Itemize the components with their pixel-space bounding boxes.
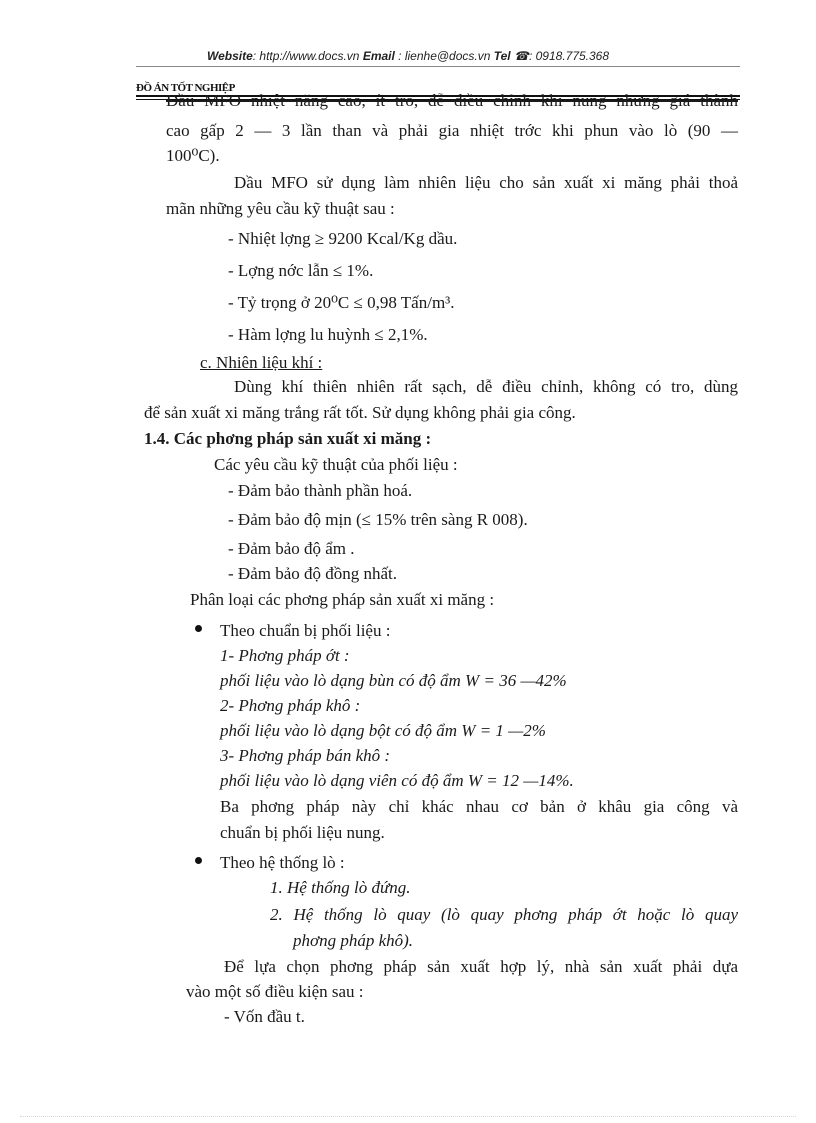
list-item: - Đảm bảo thành phần hoá. (228, 481, 413, 500)
paragraph-line: Để lựa chọn phơng pháp sản xuất hợp lý, nhà sản xuất phải dựa (224, 957, 738, 976)
paragraph-line: cao gấp 2 — 3 lần than và phải gia nhiệt trớc khi phun vào lò (90 — (166, 121, 738, 140)
document-title: ĐỒ ÁN TỐT NGHIỆP (136, 82, 235, 94)
list-item: - Đảm bảo độ đồng nhất. (228, 564, 398, 583)
bullet-title: Theo chuẩn bị phối liệu : (220, 621, 391, 640)
section-heading: 1.4. Các phơng pháp sản xuất xi măng : (144, 429, 432, 448)
list-item: - Vốn đầu t. (224, 1007, 305, 1026)
paragraph-line: vào một số điều kiện sau : (186, 982, 364, 1001)
tel-label: Tel (493, 49, 511, 63)
bullet-icon (195, 625, 202, 632)
paragraph-line: mãn những yêu cầu kỹ thuật sau : (166, 199, 395, 218)
paragraph-line: để sản xuất xi măng trắng rất tốt. Sử dụng không phải gia công. (144, 403, 576, 422)
kiln-type: 2. Hệ thống lò quay (lò quay phơng pháp ớt hoặc lò quay (270, 905, 738, 924)
paragraph-line: Dầu MFO nhiệt năng cao, ít tro, dễ điều chỉnh khi nung nhưng giá thành (166, 91, 738, 110)
bullet-icon (195, 857, 202, 864)
tel-value: : 0918.775.368 (528, 49, 610, 63)
paragraph-line: Phân loại các phơng pháp sản xuất xi măng : (190, 590, 495, 609)
paragraph-line: Ba phơng pháp này chỉ khác nhau cơ bản ở khâu gia công và (220, 797, 738, 816)
method-desc: phối liệu vào lò dạng bùn có độ ẩm W = 36 —42% (220, 671, 567, 690)
paragraph-line: 100⁰C). (166, 146, 220, 165)
list-item: - Đảm bảo độ mịn (≤ 15% trên sàng R 008). (228, 510, 528, 529)
requirement-item: - Lợng nớc lẫn ≤ 1%. (228, 261, 374, 280)
header-divider (136, 66, 740, 67)
bullet-title: Theo hệ thống lò : (220, 853, 345, 872)
list-item: - Đảm bảo độ ẩm . (228, 539, 355, 558)
kiln-type: 1. Hệ thống lò đứng. (270, 878, 411, 897)
requirement-item: - Hàm lợng lu huỳnh ≤ 2,1%. (228, 325, 428, 344)
method-desc: phối liệu vào lò dạng bột có độ ẩm W = 1 —2% (220, 721, 546, 740)
footer-divider (20, 1116, 796, 1117)
paragraph-line: Các yêu cầu kỹ thuật của phối liệu : (214, 455, 458, 474)
requirement-item: - Tỷ trọng ở 20⁰C ≤ 0,98 Tấn/m³. (228, 293, 455, 312)
subsection-title: c. Nhiên liệu khí : (200, 353, 323, 372)
method-title: 1- Phơng pháp ớt : (220, 646, 350, 665)
website-label: Website (206, 49, 253, 63)
email-label: Email (362, 49, 395, 63)
paragraph-line: Dùng khí thiên nhiên rất sạch, dễ điều chỉnh, không có tro, dùng (234, 377, 738, 396)
method-title: 3- Phơng pháp bán khô : (220, 746, 391, 765)
method-desc: phối liệu vào lò dạng viên có độ ẩm W = 12 —14%. (220, 771, 574, 790)
paragraph-line: Dầu MFO sử dụng làm nhiên liệu cho sản xuất xi măng phải thoả (234, 173, 738, 192)
page-header (0, 49, 816, 63)
paragraph-line: chuẩn bị phối liệu nung. (220, 823, 385, 842)
phone-icon: ☎ (514, 49, 529, 63)
method-title: 2- Phơng pháp khô : (220, 696, 361, 715)
email-value: : lienhe@docs.vn (398, 49, 491, 63)
requirement-item: - Nhiệt lợng ≥ 9200 Kcal/Kg dầu. (228, 229, 458, 248)
website-value: : http://www.docs.vn (252, 49, 360, 63)
kiln-type-cont: phơng pháp khô). (293, 931, 414, 950)
